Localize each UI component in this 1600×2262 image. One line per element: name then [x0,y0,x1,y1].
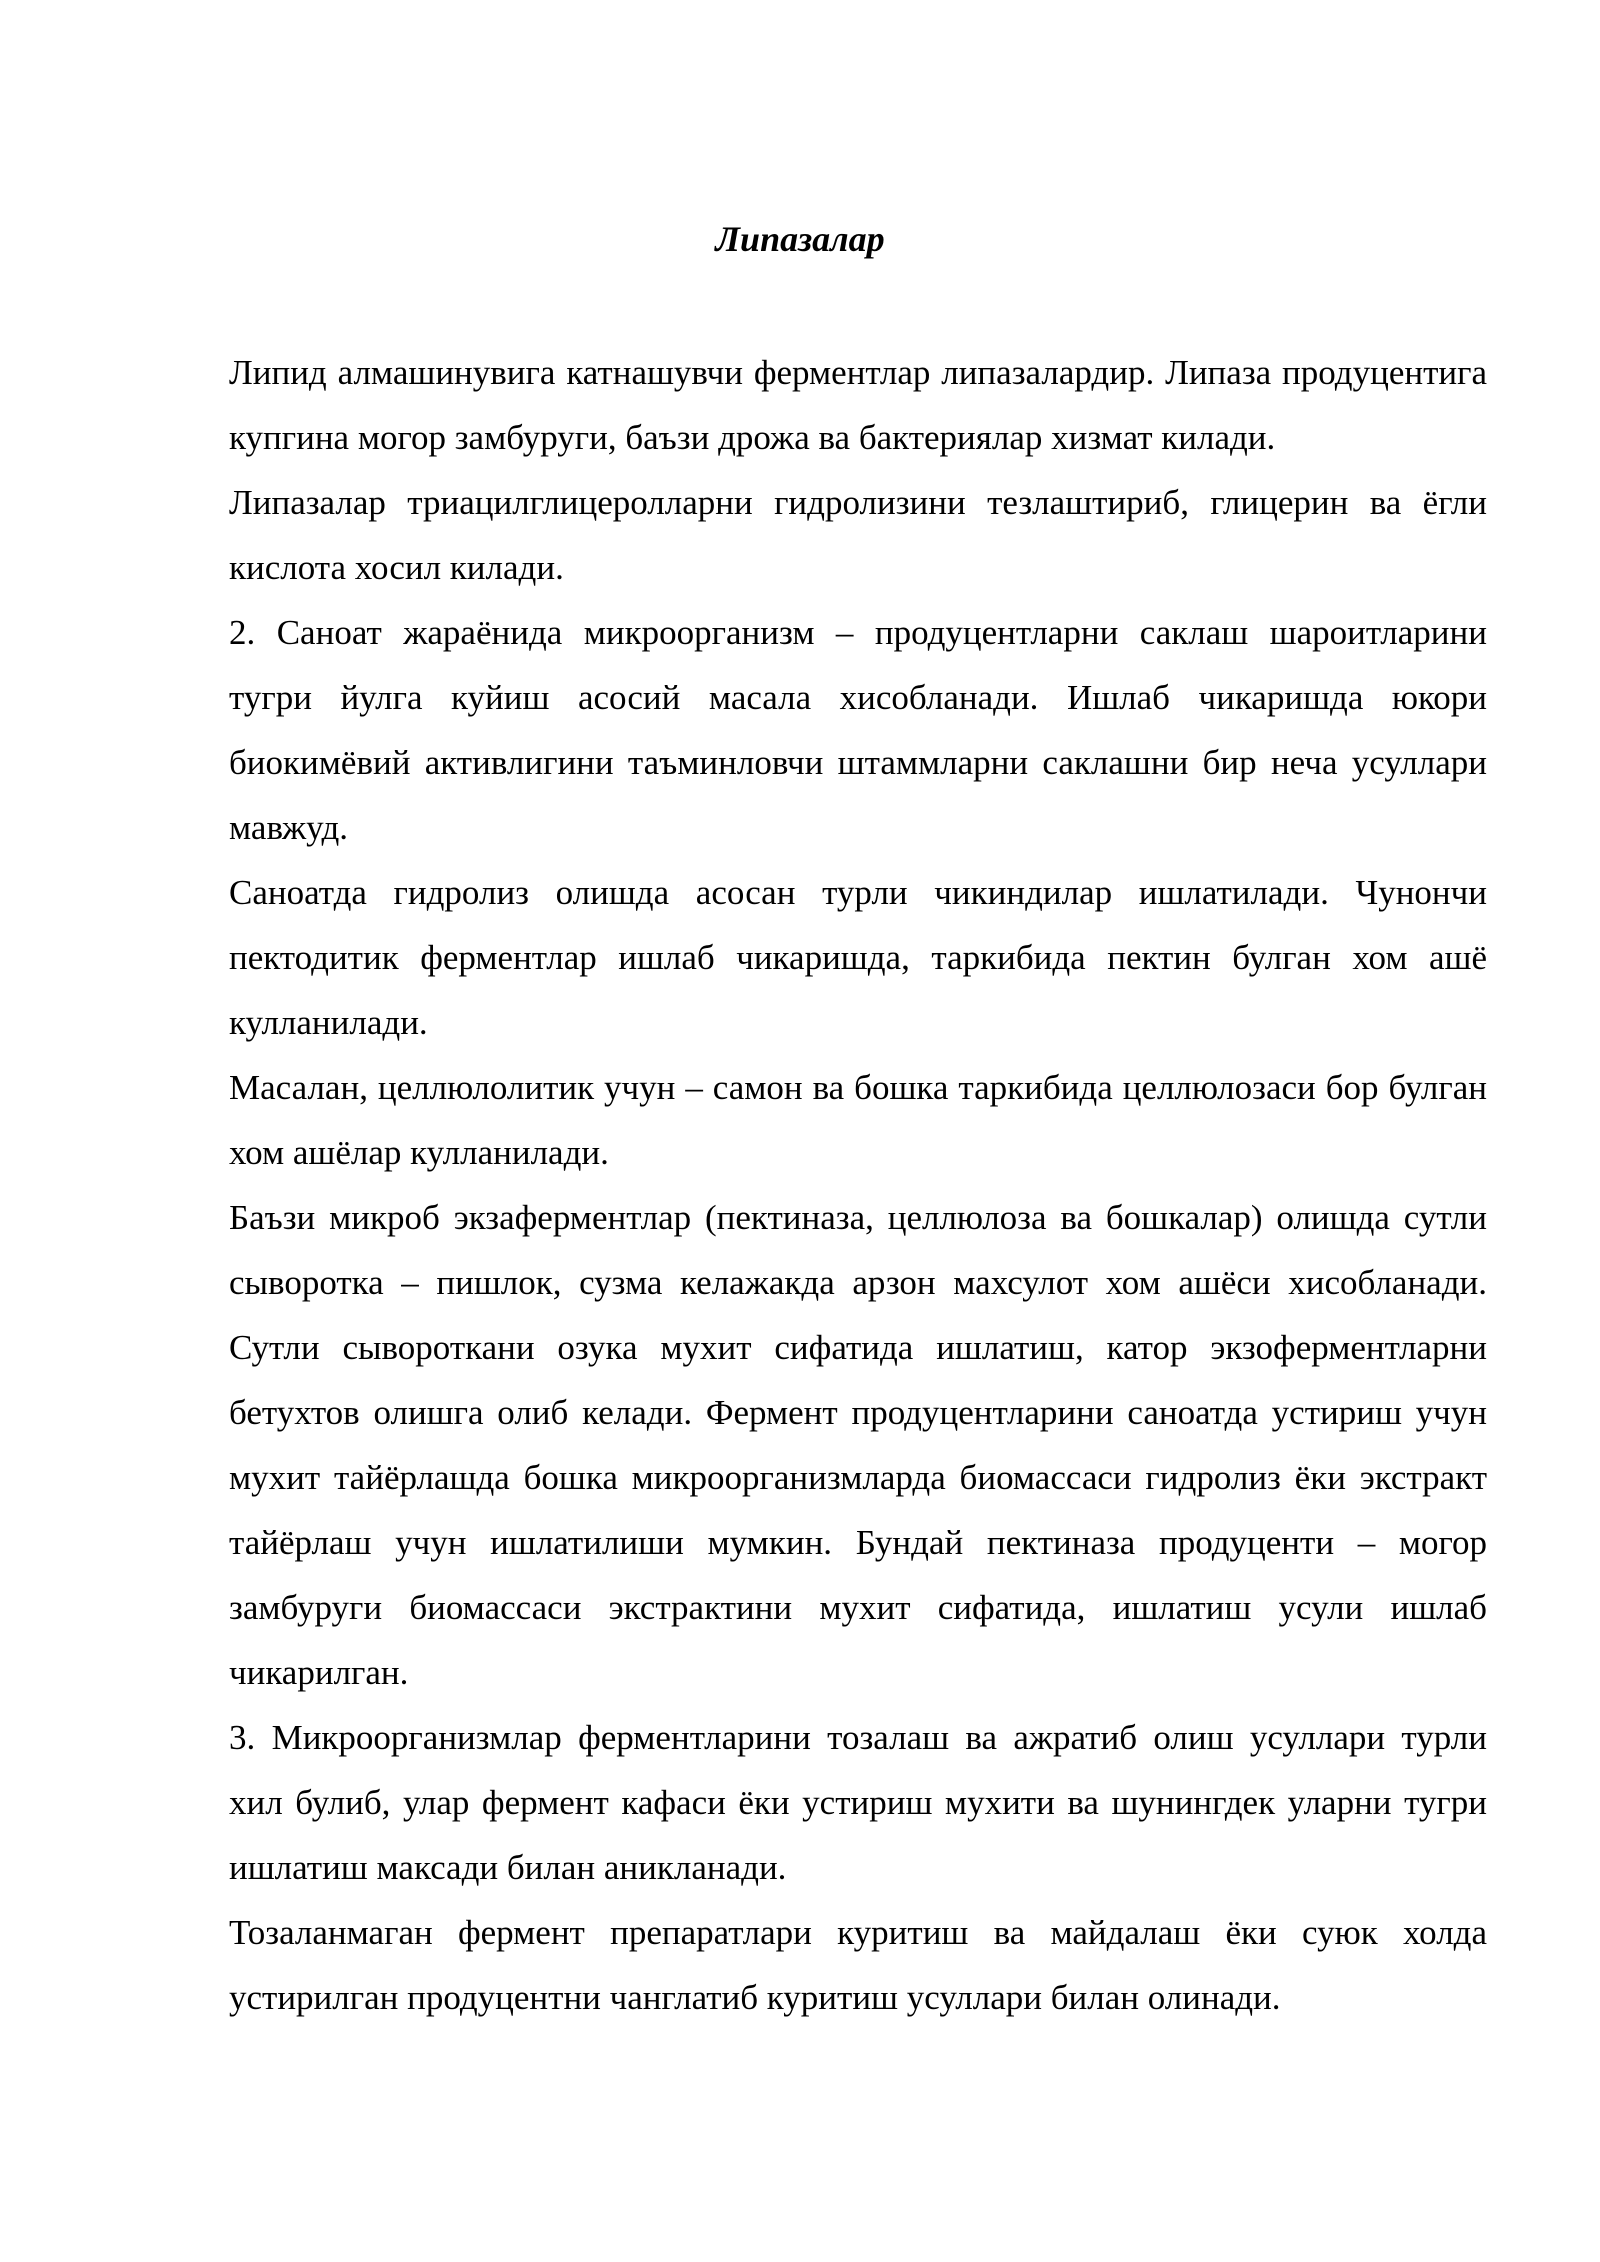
document-body [229,340,1487,2030]
paragraph-exoenzymes: Баъзи микроб экзаферментлар (пектиназа, целлюлоза ва бошкалар) олишда сутли сыворотка – пишлок, сузма келажакда арзон махсулот хом ашёси хисобланади. Сутли сывороткани озука мухит сифатида ишлатиш, катор экзоферментларни бетухтов олишга олиб келади. Фермент продуцентларини саноатда устириш учун мухит тайёрлашда бошка микроорганизмларда биомассаси гидролиз ёки экстракт тайёрлаш учун ишлатилиши мумкин. Бундай пектиназа продуценти – могор замбуруги биомассаси экстрактини мухит сифатида, ишлатиш усули ишлаб чикарилган. [229,1198,1487,1692]
paragraph-strain-storage: 2. Саноат жараёнида микроорганизм – продуцентларни саклаш шароитларини тугри йулга куйиш асосий масала хисобланади. Ишлаб чикаришда юкори биокимёвий активлигини таъминловчи штаммларни саклашни бир неча усуллари мавжуд. [229,613,1487,847]
document-title: Липазалар [715,219,885,259]
paragraph-purification-methods: 3. Микроорганизмлар ферментларини тозалаш ва ажратиб олиш усуллари турли хил булиб, улар фермент кафаси ёки устириш мухити ва шунингдек уларни тугри ишлатиш максади билан аникланади. [229,1718,1487,1887]
paragraph-lipase-function: Липазалар триацилглицеролларни гидролизини тезлаштириб, глицерин ва ёгли кислота хосил килади. [229,483,1487,587]
paragraph-lipid-metabolism: Липид алмашинувига катнашувчи ферментлар липазалардир. Липаза продуцентига купгина могор замбуруги, баъзи дрожа ва бактериялар хизмат килади. [229,353,1487,457]
paragraph-cellulolytic: Масалан, целлюлолитик учун – самон ва бошка таркибида целлюлозаси бор булган хом ашёлар кулланилади. [229,1068,1487,1172]
paragraph-crude-preparations: Тозаланмаган фермент препаратлари куритиш ва майдалаш ёки суюк холда устирилган продуцентни чанглатиб куритиш усуллари билан олинади. [229,1913,1487,2017]
paragraph-hydrolysis-waste: Саноатда гидролиз олишда асосан турли чикиндилар ишлатилади. Чунончи пектодитик ферментлар ишлаб чикаришда, таркибида пектин булган хом ашё кулланилади. [229,873,1487,1042]
